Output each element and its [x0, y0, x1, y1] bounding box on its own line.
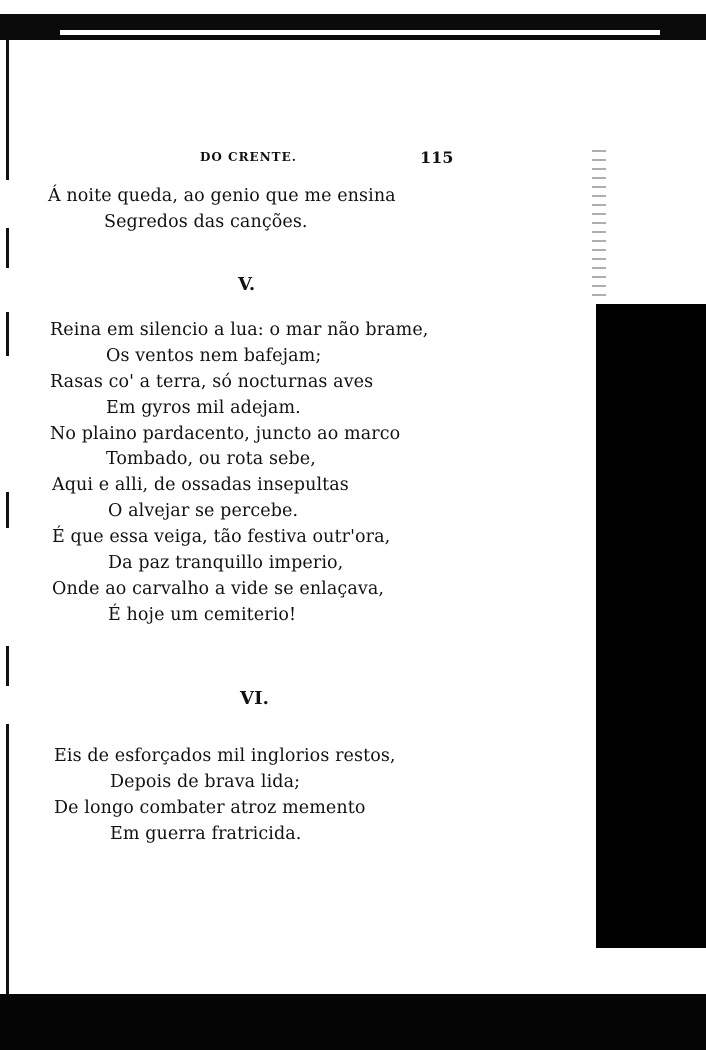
poem-line: Os ventos nem bafejam;	[106, 345, 322, 366]
poem-line: Da paz tranquillo imperio,	[108, 553, 344, 574]
poem-line: No plaino pardacento, juncto ao marco	[50, 423, 401, 444]
poem-line: É que essa veiga, tão festiva outr'ora,	[52, 527, 391, 548]
poem-line: Eis de esforçados mil inglorios restos,	[54, 746, 396, 766]
poem-line: Tombado, ou rota sebe,	[106, 449, 316, 470]
section-numeral-vi: VI.	[240, 688, 269, 709]
stanza-vi	[40, 744, 460, 848]
scan-bottom-border	[0, 994, 706, 1050]
poem-line: O alvejar se percebe.	[108, 501, 299, 522]
scan-left-edge	[6, 40, 9, 180]
poem-line: Á noite queda, ao genio que me ensina	[48, 186, 396, 206]
poem-line: Rasas co' a terra, só nocturnas aves	[50, 371, 374, 392]
poem-line: Segredos das canções.	[104, 211, 308, 232]
running-head: DO CRENTE.	[200, 150, 297, 164]
poem-line: É hoje um cemiterio!	[108, 604, 297, 625]
poem-line: Depois de brava lida;	[110, 771, 301, 792]
scan-top-border	[0, 14, 706, 40]
poem-line: Reina em silencio a lua: o mar não brame,	[50, 320, 429, 340]
poem-line: Em gyros mil adejam.	[106, 397, 301, 418]
scan-left-edge	[6, 312, 9, 356]
poem-line: Em guerra fratricida.	[110, 823, 302, 844]
scan-right-shadow	[596, 304, 706, 948]
poem-line: De longo combater atroz memento	[54, 797, 366, 818]
scan-left-edge	[6, 492, 9, 528]
scan-left-edge	[6, 228, 9, 268]
section-numeral-v: V.	[238, 274, 256, 295]
scan-top-border-gap	[60, 30, 660, 35]
opening-stanza	[40, 184, 460, 236]
poem-line: Aqui e alli, de ossadas insepultas	[52, 475, 349, 496]
page-header	[200, 148, 454, 170]
scan-left-edge	[6, 646, 9, 686]
scan-left-edge	[6, 724, 9, 994]
page-number: 115	[420, 148, 454, 167]
poem-line: Onde ao carvalho a vide se enlaçava,	[52, 578, 385, 599]
stanza-v	[40, 318, 460, 629]
